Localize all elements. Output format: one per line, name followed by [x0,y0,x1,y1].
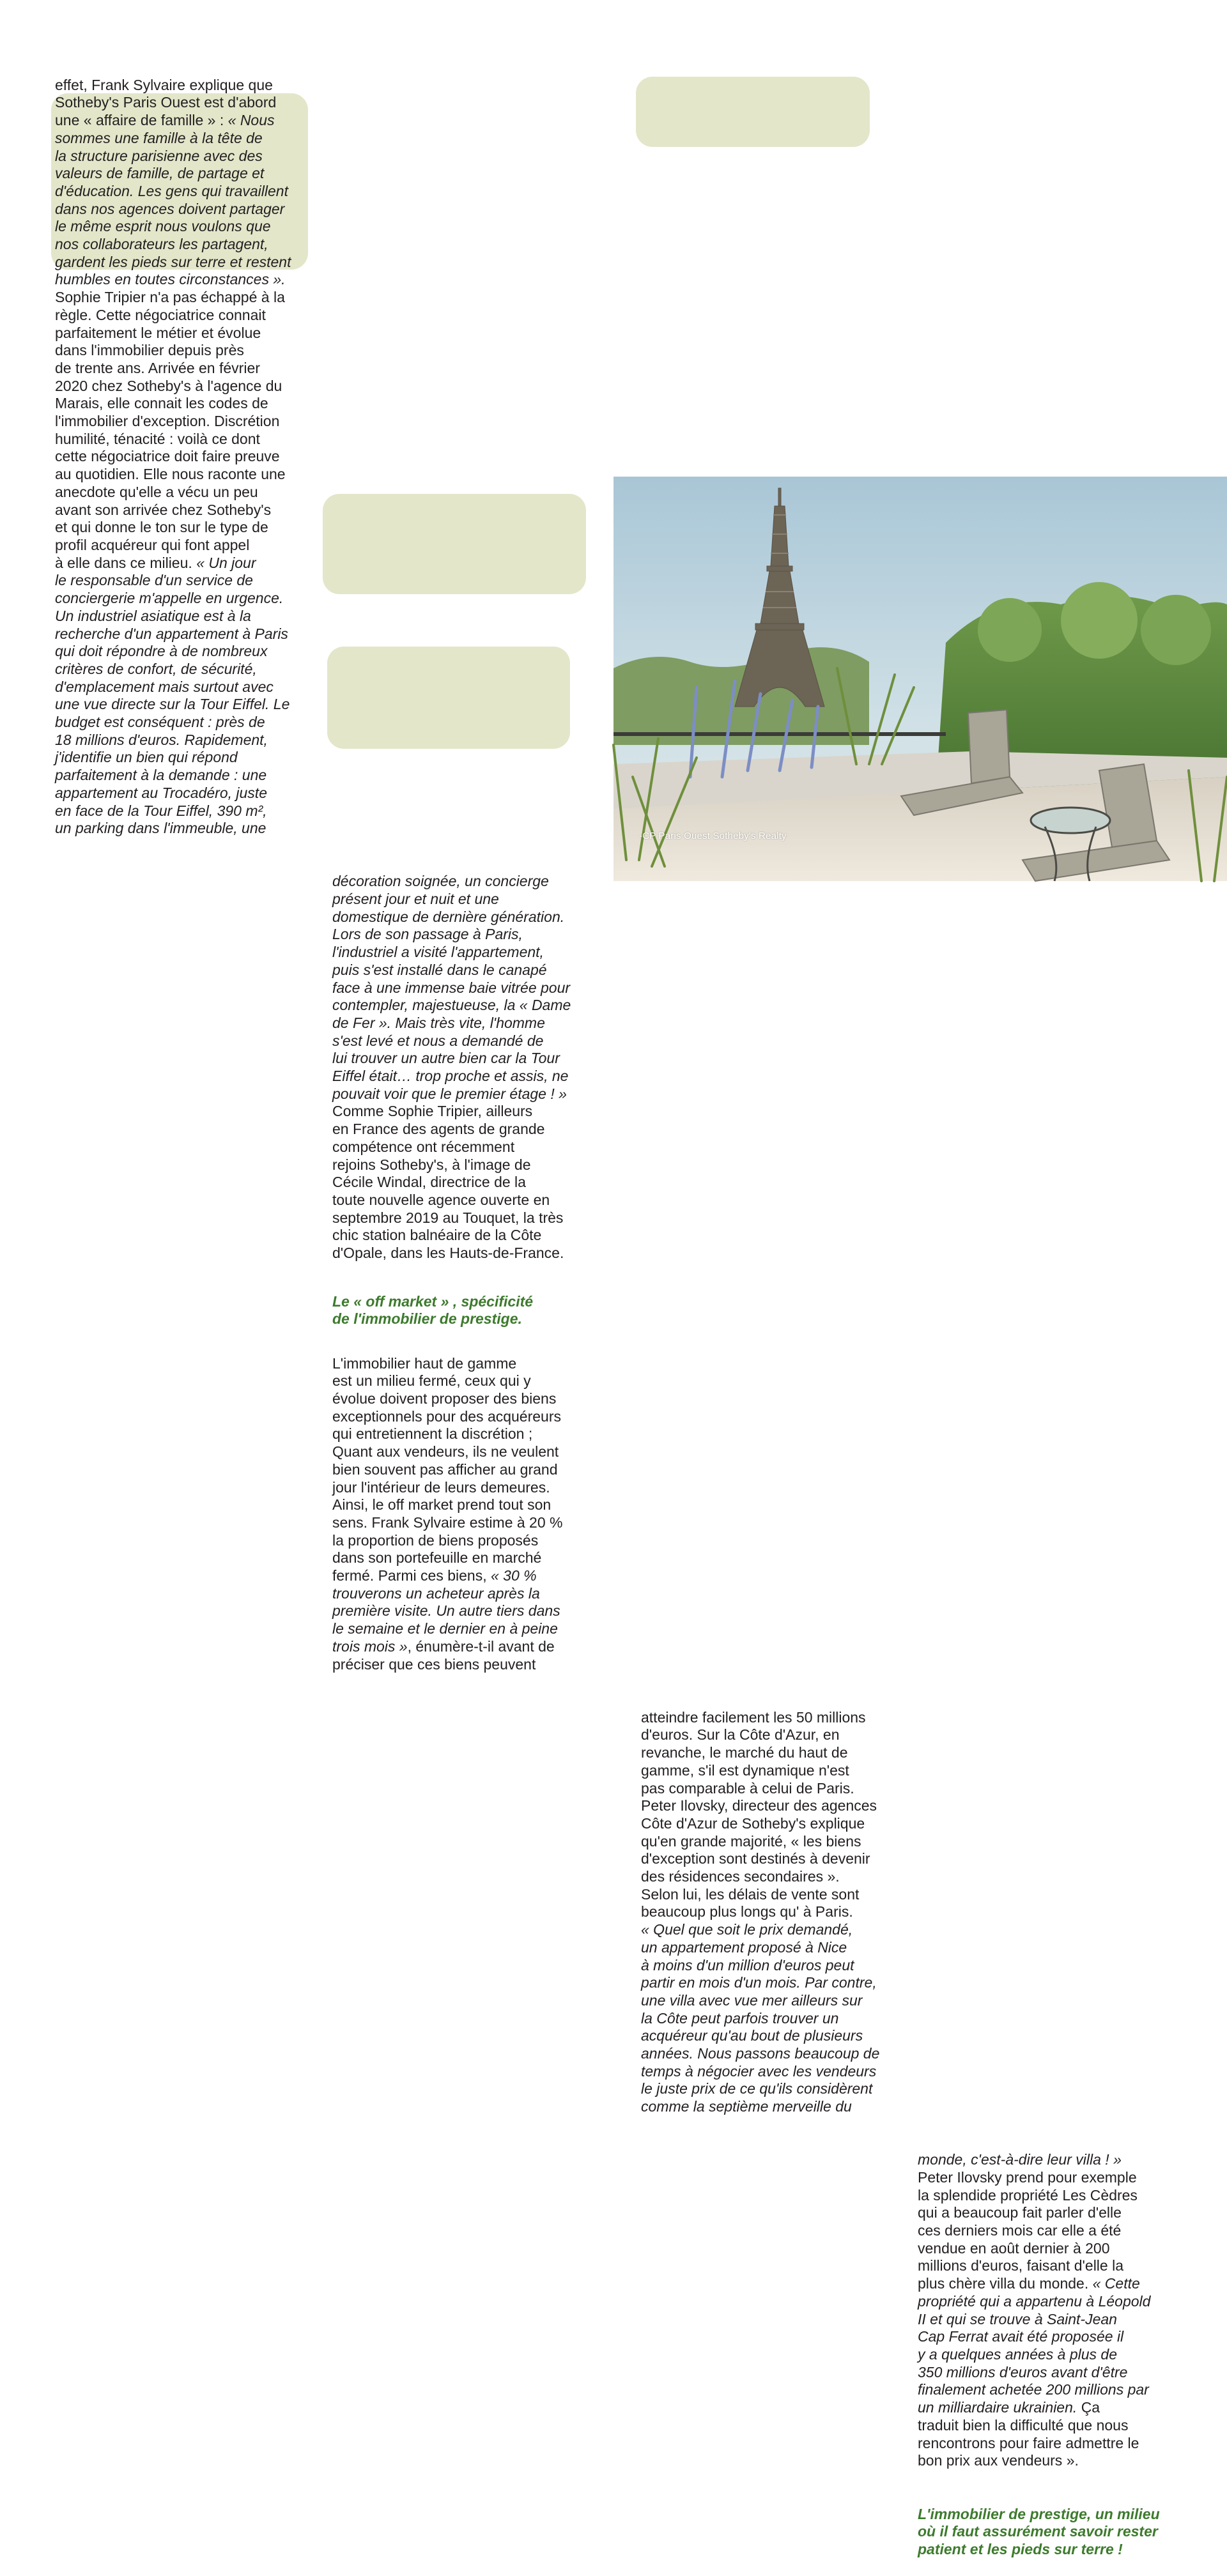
eiffel-tower-terrace-photo [614,477,1227,881]
paragraph [332,1355,588,1674]
anecdote-quote-continued: décoration soignée, un concierge présent jour et nuit et une domestique de dernière génération. Lors de son passage à Paris, l'industriel a visité l'appartement, puis s'est installé dans le canapé face à une immense baie vitrée pour contempler, majestueuse, la « Dame de Fer ». Mais très vite, l'homme s'est levé et nous a demandé de lui trouver un autre bien car la Tour Eiffel était… trop proche et assis, ne pouvait voir que le premier étage ! » [332,873,571,1102]
article-column-2 [332,855,588,1691]
off-market-text: L'immobilier haut de gamme est un milieu fermé, ceux qui y évolue doivent proposer des biens exceptionnels pour des acquéreurs qui entretiennent la discrétion ; Quant aux vendeurs, ils ne veulent bien souvent pas afficher au grand jour l'intérieur de leurs demeures. Ainsi, le off market prend tout son sens. Frank Sylvaire estime à 20 % la proportion de biens proposés dans son portefeuille en marché fermé. Parmi ces biens, [332,1354,563,1584]
ilovsky-quote: « Quel que soit le prix demandé, un appartement proposé à Nice à moins d'un million d'euros peut partir en mois d'un mois. Par contre, une villa avec vue mer ailleurs sur la Côte peut parfois trouver un acquéreur qu'au bout de plusieurs années. Nous passons beaucoup de temps à négocier avec les vendeurs le juste prix de ce qu'ils considèrent comme la septième merveille du [641,1921,880,2115]
paragraph [332,873,588,1262]
anecdote-quote: « Un jour le responsable d'un service de conciergerie m'appelle en urgence. Un industriel asiatique est à la recherche d'un appartement à Paris qui doit répondre à de nombreux critères de confort, de sécurité, d'emplacement mais surtout avec une vue directe sur la Tour Eiffel. Le budget est conséquent : près de 18 millions d'euros. Rapidement, j'identifie un bien qui répond parfaitement à la demande : une appartement au Trocadéro, juste en face de la Tour Eiffel, 390 m², un parking dans l'immeuble, une [55,554,290,837]
article-column-3 [641,1691,897,2134]
section-subheading: Le « off market » , spécificité de l'immobilier de prestige. [332,1292,534,1328]
paragraph [918,2151,1186,2470]
highlight-col3 [636,77,870,147]
ilovsky-quote-end: monde, c'est-à-dire leur villa ! » [918,2151,1122,2168]
body-text: Peter Ilovsky prend pour exemple la splendide propriété Les Cèdres qui a beaucoup fait parler d'elle ces derniers mois car elle a été vendue en août dernier à 200 millions d'euros, faisant d'elle la plus chère villa du monde. [918,2168,1138,2292]
off-market-text-end: , énumère-t-il avant de préciser que ces biens peuvent [332,1637,555,1673]
highlight-col2-top [323,494,586,594]
off-market-quote: « 30 % trouverons un acheteur après la première visite. Un autre tiers dans le semaine et le dernier en à peine trois mois » [332,1567,560,1655]
highlight-col2-bottom [327,647,570,749]
intro-text: effet, Frank Sylvaire explique que Sotheby's Paris Ouest est d'abord une « affaire de famille » : [55,76,277,129]
body-text-end: Ça traduit bien la difficulté que nous rencontrons pour faire admettre le bon prix aux vendeurs ». [918,2399,1139,2469]
article-column-4 [918,2134,1186,2576]
article-column-1 [55,59,311,855]
cedres-quote: « Cette propriété qui a appartenu à Léopold II et qui se trouve à Saint-Jean Cap Ferrat avait été proposée il y a quelques années à plus de 350 millions d'euros avant d'être finalement achetée 200 millions par un milliardaire ukrainien. [918,2275,1151,2416]
photo-caption: -CP Paris Ouest Sotheby's Realty [639,831,787,841]
body-text: Sophie Tripier n'a pas échappé à la règle. Cette négociatrice connait parfaitement le métier et évolue dans l'immobilier depuis près de trente ans. Arrivée en février 2020 chez Sotheby's à l'agence du Marais, elle connait les codes de l'immobilier d'exception. Discrétion humilité, ténacité : voilà ce dont cette négociatrice doit faire preuve au quotidien. Elle nous raconte une anecdote qu'elle a vécu un peu avant son arrivée chez Sotheby's et qui donne le ton sur le type de profil acquéreur qui font appel à elle dans ce milieu. [55,289,286,571]
body-text: Comme Sophie Tripier, ailleurs en France des agents de grande compétence ont récemment rejoins Sotheby's, à l'image de Cécile Windal, directrice de la toute nouvelle agence ouverte en septembre 2019 au Touquet, la très chic station balnéaire de la Côte d'Opale, dans les Hauts-de-France. [332,1103,564,1262]
paragraph [641,1709,897,2116]
family-quote: « Nous sommes une famille à la tête de la structure parisienne avec des valeurs de famille, de partage et d'éducation. Les gens qui travaillent dans nos agences doivent partager le même esprit nous voulons que nos collaborateurs les partagent, gardent les pieds sur terre et restent humbles en toutes circonstances ». [55,112,291,288]
body-text: atteindre facilement les 50 millions d'euros. Sur la Côte d'Azur, en revanche, le marché du haut de gamme, s'il est dynamique n'est pas comparable à celui de Paris. Peter Ilovsky, directeur des agences Côte d'Azur de Sotheby's explique qu'en grande majorité, « les biens d'exception sont destinés à devenir des résidences secondaires ». Selon lui, les délais de vente sont beaucoup plus longs qu' à Paris. [641,1708,877,1920]
closing-statement: L'immobilier de prestige, un milieu où il faut assurément savoir rester patient et les pieds sur terre ! [918,2505,1160,2558]
paragraph [55,77,311,838]
photo-illustration [614,477,1227,881]
